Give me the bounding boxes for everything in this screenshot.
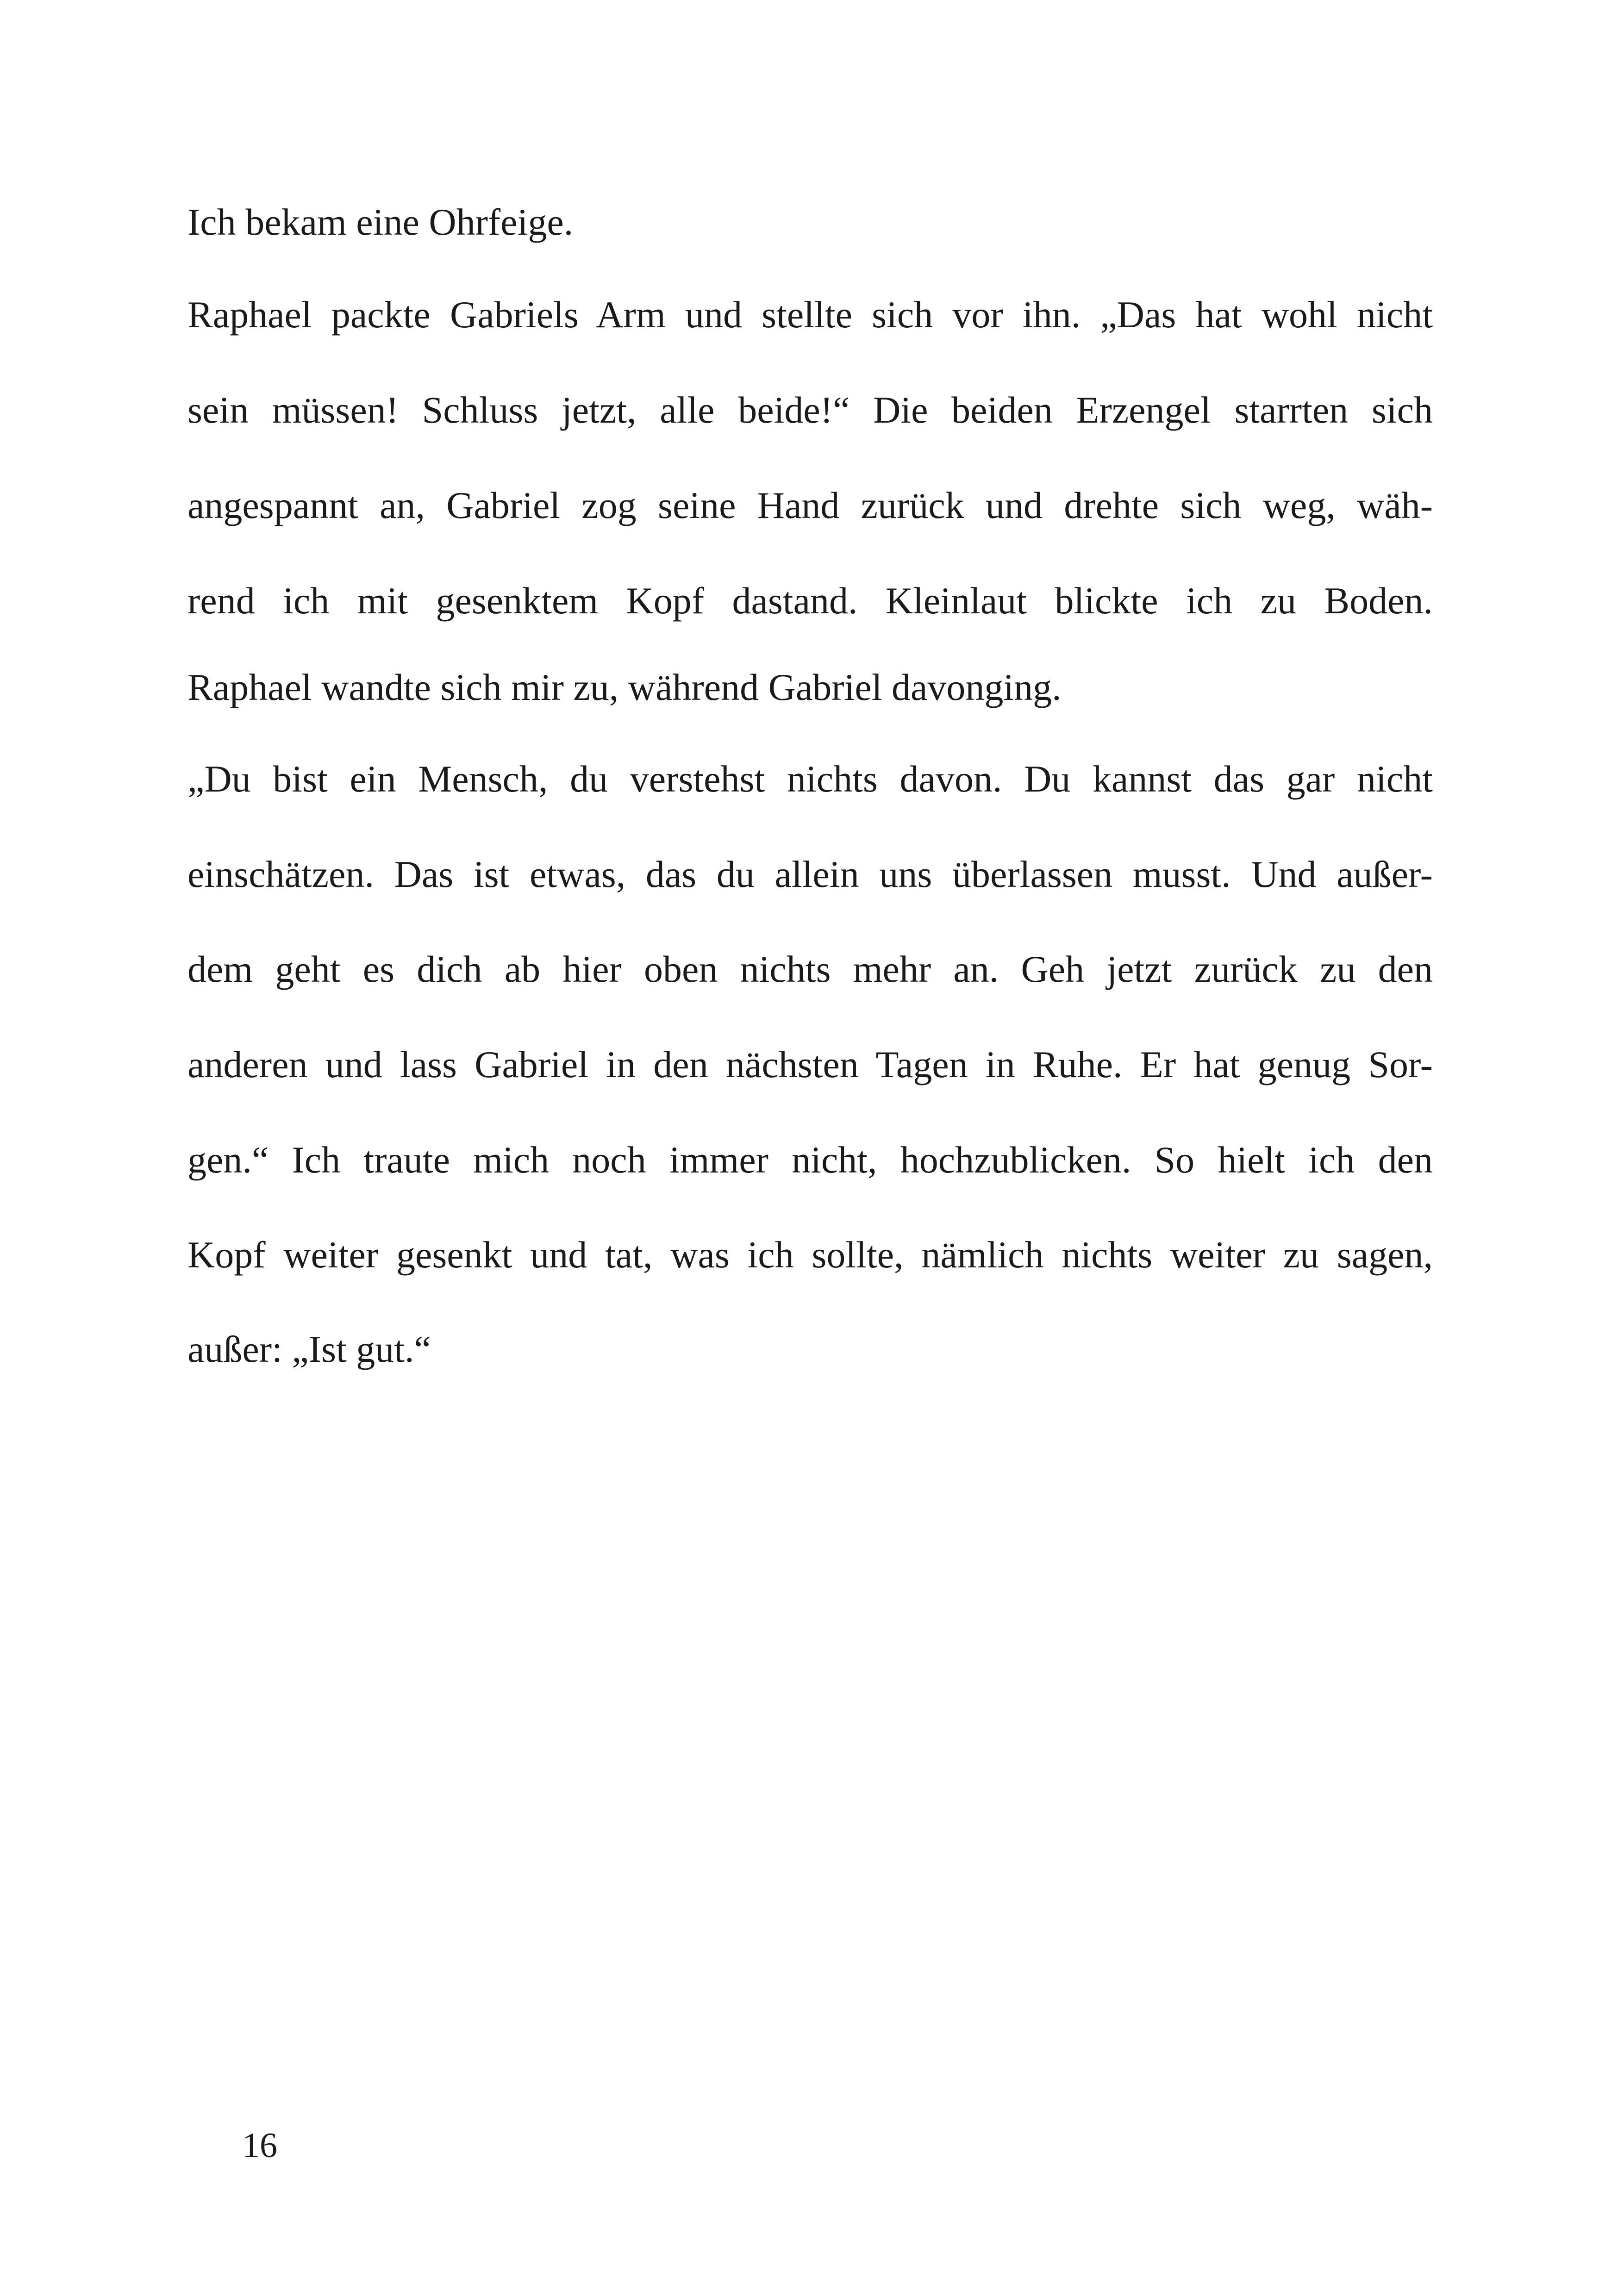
text-line: Raphael packte Gabriels Arm und stellte sich vor ihn. „Das hat wohl nicht <box>187 293 1433 336</box>
text-line: Kopf weiter gesenkt und tat, was ich sollte, nämlich nichts weiter zu sagen, <box>187 1234 1433 1276</box>
text-line: rend ich mit gesenktem Kopf dastand. Kleinlaut blickte ich zu Boden. <box>187 580 1433 622</box>
page-number: 16 <box>242 2126 277 2165</box>
text-line: „Du bist ein Mensch, du verstehst nichts davon. Du kannst das gar nicht <box>187 758 1433 800</box>
text-line: anderen und lass Gabriel in den nächsten Tagen in Ruhe. Er hat genug Sor- <box>187 1043 1433 1085</box>
text-line: angespannt an, Gabriel zog seine Hand zurück und drehte sich weg, wäh- <box>187 484 1433 526</box>
text-line: Raphael wandte sich mir zu, während Gabriel davonging. <box>187 666 1062 708</box>
text-line: dem geht es dich ab hier oben nichts mehr an. Geh jetzt zurück zu den <box>187 948 1433 990</box>
text-line: außer: „Ist gut.“ <box>187 1328 431 1370</box>
text-line: sein müssen! Schluss jetzt, alle beide!“ Die beiden Erzengel starrten sich <box>187 389 1433 431</box>
text-line: gen.“ Ich traute mich noch immer nicht, hochzublicken. So hielt ich den <box>187 1139 1433 1181</box>
text-line: Ich bekam eine Ohrfeige. <box>187 201 574 243</box>
text-line: einschätzen. Das ist etwas, das du allein uns überlassen musst. Und außer- <box>187 853 1433 895</box>
